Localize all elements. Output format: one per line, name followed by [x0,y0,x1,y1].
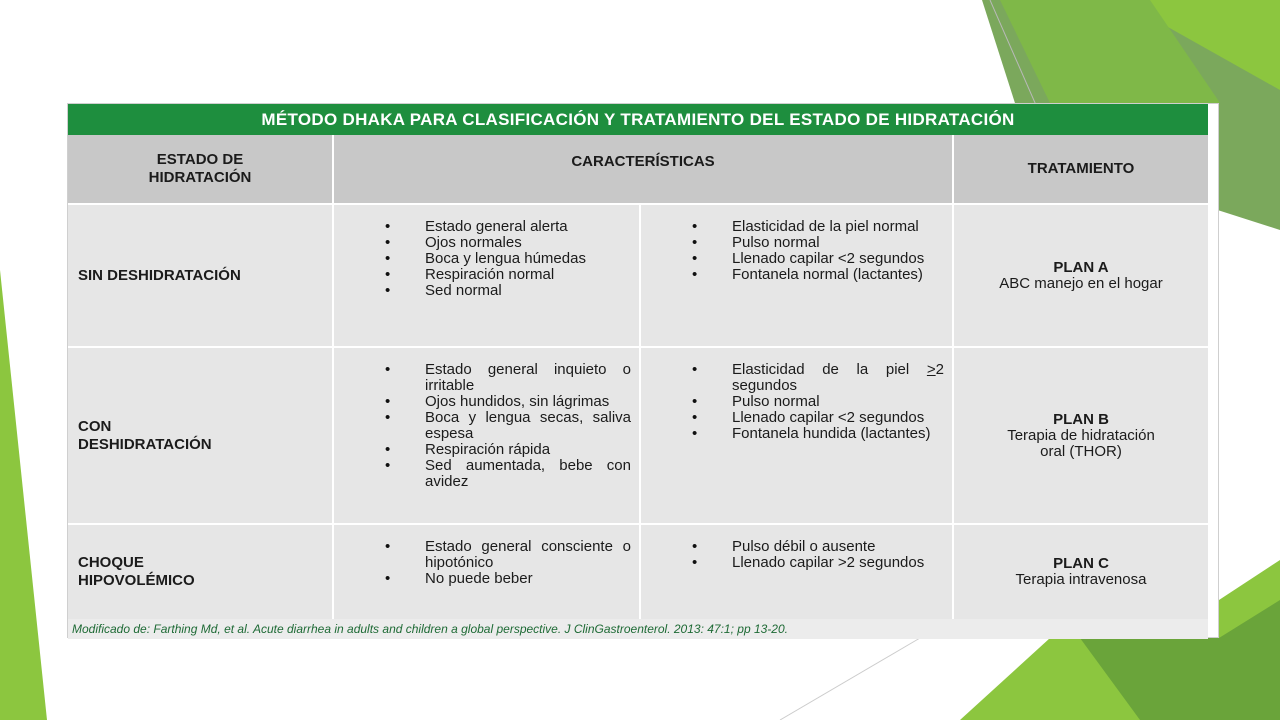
caracteristicas-col1 [333,204,640,347]
caracteristicas-col2 [640,347,953,524]
header-tratamiento: TRATAMIENTO [953,135,1208,204]
table-row [68,524,1208,619]
list-item: • Boca y lengua secas, saliva espesa [334,410,631,442]
thin-decor-line-2 [780,638,920,720]
caracteristicas-col1 [333,347,640,524]
list-item-text: 2 segundos [732,361,944,394]
list-item: • Respiración rápida [334,442,631,458]
estado-con-deshidratacion [68,347,333,524]
list-item: • Llenado capilar >2 segundos [641,555,944,571]
list-item: • Pulso normal [641,394,944,410]
tratamiento-plan-b [953,347,1208,524]
tratamiento-plan-a [953,204,1208,347]
list-item: • Respiración normal [334,267,631,283]
list-item: • Llenado capilar <2 segundos [641,251,944,267]
header-estado-line1: ESTADO DE [156,151,244,168]
list-item: • Fontanela normal (lactantes) [641,267,944,283]
table-row [68,204,1208,347]
list-item [641,362,944,394]
header-estado [68,135,333,204]
list-item: • Estado general inquieto o irritable [334,362,631,394]
list-item: • Elasticidad de la piel normal [641,219,944,235]
estado-line2: DESHIDRATACIÓN [78,435,212,453]
header-caracteristicas: CARACTERÍSTICAS [333,135,953,204]
list-item: • Pulso normal [641,235,944,251]
estado-line1: CHOQUE [78,554,144,571]
table-footnote: Modificado de: Farthing Md, et al. Acute diarrhea in adults and children a global perspective. J ClinGastroenterol. 2013: 47:1; pp 13-20. [68,619,1208,639]
list-item: • No puede beber [334,571,631,587]
plan-description: ABC manejo en el hogar [999,274,1163,292]
left-green-triangle [0,270,47,720]
estado-line1: CON [78,417,112,435]
estado-choque-hipovolemico [68,524,333,619]
caracteristicas-col1 [333,524,640,619]
caracteristicas-col2 [640,524,953,619]
plan-label: PLAN A [1053,258,1109,276]
greater-equal-symbol: > [926,361,936,378]
list-item: • Sed normal [334,283,631,299]
list-item: • Pulso débil o ausente [641,539,944,555]
list-item: • Boca y lengua húmedas [334,251,631,267]
plan-label: PLAN B [1053,410,1109,428]
tratamiento-plan-c [953,524,1208,619]
list-item: • Ojos hundidos, sin lágrimas [334,394,631,410]
header-estado-line2: HIDRATACIÓN [148,169,252,186]
list-item: • Fontanela hundida (lactantes) [641,426,944,442]
plan-description: Terapia intravenosa [1015,571,1147,588]
dhaka-table-card [67,103,1219,638]
list-item: • Estado general consciente o hipotónico [334,539,631,571]
table-title: MÉTODO DHAKA PARA CLASIFICACIÓN Y TRATAMIENTO DEL ESTADO DE HIDRATACIÓN [68,104,1208,135]
list-item-text: Elasticidad de la piel [732,361,927,378]
list-item: • Estado general alerta [334,219,631,235]
list-item: • Ojos normales [334,235,631,251]
plan-description-line1: Terapia de hidratación [1007,426,1155,444]
plan-description-line2: oral (THOR) [1040,442,1122,460]
estado-line2: HIPOVOLÉMICO [78,572,195,589]
caracteristicas-col2 [640,204,953,347]
dhaka-table [68,104,1208,639]
table-row [68,347,1208,524]
estado-sin-deshidratacion: SIN DESHIDRATACIÓN [68,204,333,347]
list-item: • Sed aumentada, bebe con avidez [334,458,631,490]
list-item: • Llenado capilar <2 segundos [641,410,944,426]
plan-label: PLAN C [1053,555,1109,572]
